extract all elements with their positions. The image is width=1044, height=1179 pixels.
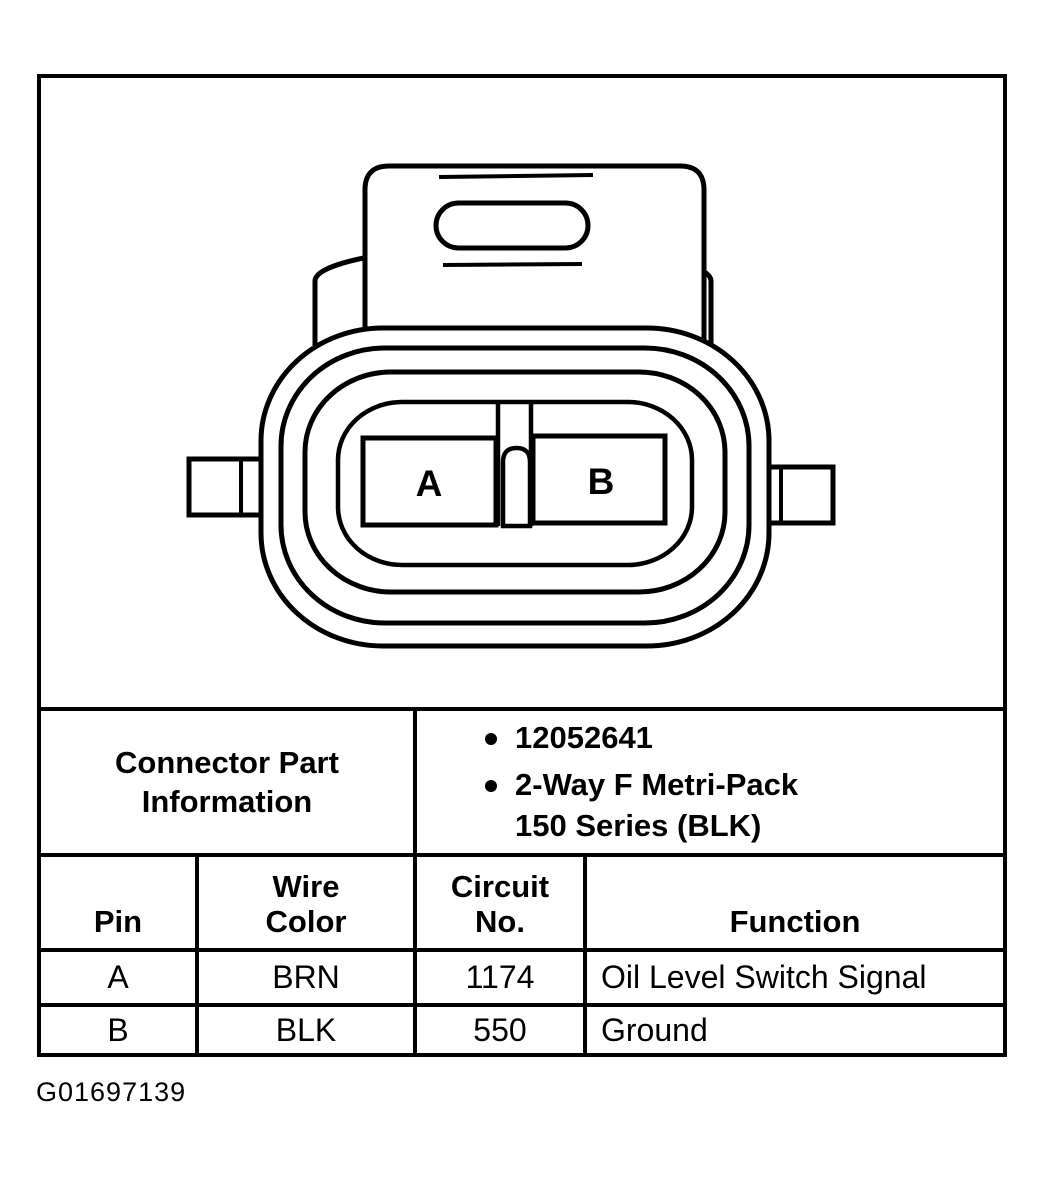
keyway-capsule [503,448,530,526]
pin-label-b: B [587,461,615,502]
connector-diagram [41,78,1003,707]
figure-id-caption: G01697139 [36,1077,187,1107]
row-a-pin: A [41,948,195,1003]
tab-top-line [439,175,593,177]
row-a-circuit-no: 1174 [413,948,583,1003]
header-circuit-no: Circuit No. [413,853,583,948]
part-info-bullet-list [417,711,1003,853]
part-info-label: Connector Part Information [115,744,339,819]
header-pin: Pin [41,853,195,948]
lock-tab-left [189,459,261,515]
row-b-function: Ground [583,1003,1003,1053]
row-a-function: Oil Level Switch Signal [583,948,1003,1003]
row-b-circuit-no: 550 [413,1003,583,1053]
connector-drawing-svg [41,78,1003,707]
row-b-pin: B [41,1003,195,1053]
figure-frame [37,74,1007,1057]
pin-label-a: A [415,463,443,504]
tab-lower-line [443,264,582,265]
part-series-item: 2-Way F Metri-Pack 150 Series (BLK) [515,765,845,846]
row-a-wire-color: BRN [195,948,413,1003]
part-info-label-cell [41,707,413,853]
connector-info-table [41,707,1003,1053]
part-info-values-cell [413,707,1003,853]
mounting-tab-slot [436,203,588,248]
lock-tab-right [763,467,833,523]
header-wire-color: Wire Color [195,853,413,948]
header-function: Function [583,853,1003,948]
row-b-wire-color: BLK [195,1003,413,1053]
part-number-item: 12052641 [515,718,845,758]
